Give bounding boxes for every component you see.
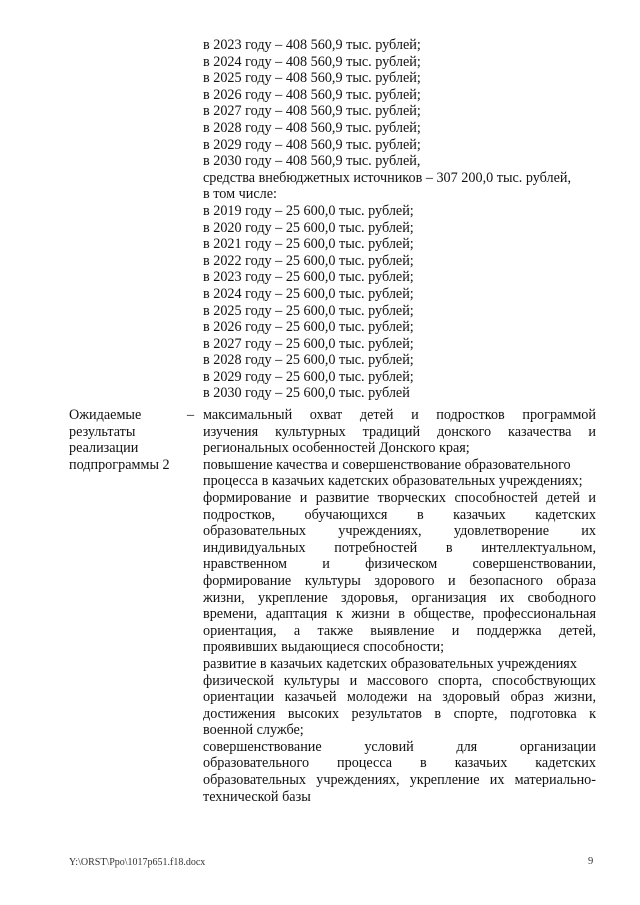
results-label-line: Ожидаемые xyxy=(69,407,142,423)
results-line: подростков, обучающихся в казачьих кадетских xyxy=(203,506,596,523)
results-line: образовательных учреждениях, укрепление их материально- xyxy=(203,772,596,789)
results-line: формирование и развитие творческих способностей детей и xyxy=(203,489,596,506)
results-line: времени, адаптация к жизни в обществе, профессиональная xyxy=(203,606,596,623)
results-line: максимальный охват детей и подростков программой xyxy=(203,407,596,423)
results-line: достижения высоких результатов в спорте, подготовка к xyxy=(203,705,596,722)
results-line: образовательных учреждениях, удовлетворение их xyxy=(203,523,596,540)
funding-line: в 2024 году – 408 560,9 тыс. рублей; xyxy=(203,53,421,70)
footer-file-path: Y:\ORST\Ppo\1017p651.f18.docx xyxy=(69,857,206,868)
funding-line: в 2028 году – 25 600,0 тыс. рублей; xyxy=(203,352,414,369)
funding-line: в 2027 году – 408 560,9 тыс. рублей; xyxy=(203,103,421,120)
funding-line: в 2019 году – 25 600,0 тыс. рублей; xyxy=(203,202,414,219)
results-label-line: подпрограммы 2 xyxy=(69,456,170,473)
funding-line: в 2023 году – 25 600,0 тыс. рублей; xyxy=(203,269,414,286)
results-label-line: реализации xyxy=(69,440,139,457)
results-line: технической базы xyxy=(203,788,311,805)
funding-line: в 2020 году – 25 600,0 тыс. рублей; xyxy=(203,219,414,236)
extrabudget-header xyxy=(203,170,596,203)
results-text xyxy=(203,407,596,805)
results-line: развитие в казачьих кадетских образовательных учреждениях xyxy=(203,655,577,672)
results-line: проявивших выдающиеся способности; xyxy=(203,639,445,656)
results-line: образовательного процесса в казачьих кадетских xyxy=(203,755,596,772)
funding-line: в 2025 году – 25 600,0 тыс. рублей; xyxy=(203,302,414,319)
funding-line: в 2024 году – 25 600,0 тыс. рублей; xyxy=(203,285,414,302)
results-line: жизни, укрепление здоровья, организация их свободного xyxy=(203,589,596,606)
results-line: изучения культурных традиций донского казачества и xyxy=(203,423,596,440)
results-line: индивидуальных потребностей в интеллектуальном, xyxy=(203,539,596,556)
funding-line: в 2029 году – 25 600,0 тыс. рублей; xyxy=(203,368,414,385)
funding-line: в 2028 году – 408 560,9 тыс. рублей; xyxy=(203,119,421,136)
results-line: повышение качества и совершенствование образовательного xyxy=(203,456,571,473)
results-line: региональных особенностей Донского края; xyxy=(203,440,470,457)
funding-line: в 2025 году – 408 560,9 тыс. рублей; xyxy=(203,70,421,87)
results-label xyxy=(69,407,179,473)
extrabudget-funding-list xyxy=(203,203,596,402)
budget-funding-list xyxy=(203,37,596,170)
results-line: ориентации казачьей молодежи на здоровый образ жизни, xyxy=(203,689,596,706)
funding-block xyxy=(203,37,596,402)
funding-line: в 2023 году – 408 560,9 тыс. рублей; xyxy=(203,37,421,53)
results-dash: – xyxy=(187,407,195,423)
extrabudget-total: средства внебюджетных источников – 307 200,0 тыс. рублей, xyxy=(203,169,572,186)
funding-line: в 2030 году – 25 600,0 тыс. рублей xyxy=(203,385,410,402)
funding-line: в 2030 году – 408 560,9 тыс. рублей, xyxy=(203,153,421,170)
results-line: формирование культуры здорового и безопасного образа xyxy=(203,572,596,589)
funding-line: в 2026 году – 408 560,9 тыс. рублей; xyxy=(203,86,421,103)
results-line: совершенствование условий для организации xyxy=(203,738,596,755)
results-line: физической культуры и массового спорта, способствующих xyxy=(203,672,596,689)
funding-line: в 2027 году – 25 600,0 тыс. рублей; xyxy=(203,335,414,352)
results-line: процесса в казачьих кадетских образовательных учреждениях; xyxy=(203,473,583,490)
funding-line: в 2026 году – 25 600,0 тыс. рублей; xyxy=(203,319,414,336)
funding-line: в 2029 году – 408 560,9 тыс. рублей; xyxy=(203,136,421,153)
results-line: нравственном и физическом совершенствовании, xyxy=(203,556,596,573)
page-number: 9 xyxy=(588,856,594,867)
results-line: военной службе; xyxy=(203,722,304,739)
extrabudget-including: в том числе: xyxy=(203,186,277,203)
funding-line: в 2022 году – 25 600,0 тыс. рублей; xyxy=(203,252,414,269)
funding-line: в 2021 году – 25 600,0 тыс. рублей; xyxy=(203,236,414,253)
results-line: ориентация, а также выявление и поддержка детей, xyxy=(203,622,596,639)
results-label-line: результаты xyxy=(69,423,136,440)
